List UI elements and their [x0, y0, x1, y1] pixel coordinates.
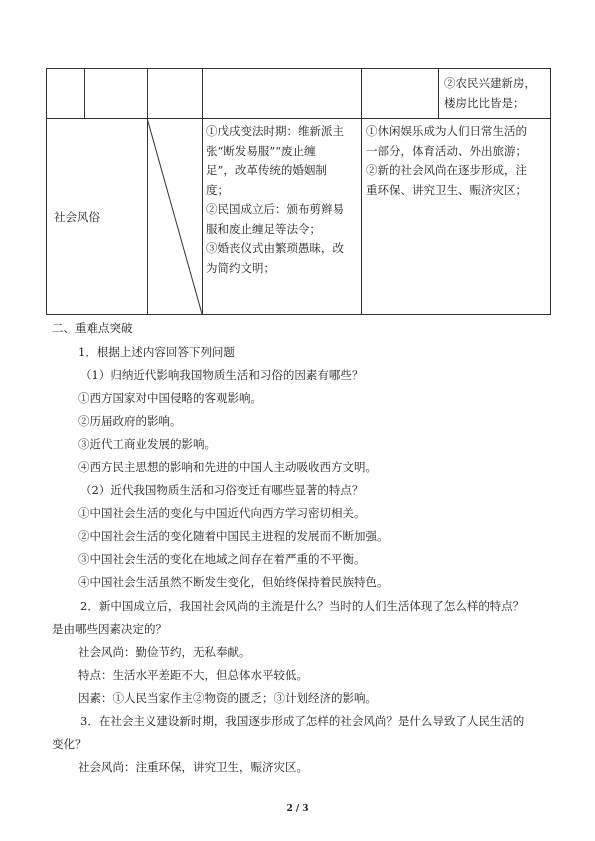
cell-line: 张“断发易服”“废止缠 [206, 143, 316, 158]
table-cell [444, 74, 548, 113]
answer-line: ①中国社会生活的变化与中国近代向西方学习密切相关。 [78, 506, 366, 520]
cell-line: ①戊戌变法时期：维新派主 [206, 124, 344, 138]
question-line: 2．新中国成立后，我国社会风尚的主流是什么？当时的人们生活体现了怎么样的特点？ [80, 599, 525, 613]
table-cell [366, 122, 548, 200]
cell-line: 足”，改革传统的婚姻制 [206, 163, 327, 177]
section-title: 二、重难点突破 [52, 321, 133, 335]
table-cell [206, 122, 358, 278]
question-line: 是由哪些因素决定的？ [52, 622, 167, 636]
answer-line: 社会风尚：注重环保，讲究卫生，赈济灾区。 [78, 760, 308, 774]
answer-line: ②历届政府的影响。 [78, 414, 182, 428]
page-number: 2 / 3 [286, 804, 309, 814]
answer-line: ②中国社会生活的变化随着中国民主进程的发展而不断加强。 [78, 529, 389, 543]
answer-line: ①西方国家对中国侵略的客观影响。 [78, 391, 262, 405]
answer-line: ③中国社会生活的变化在地域之间存在着严重的不平衡。 [78, 552, 366, 566]
answer-line: 因素：①人民当家作主②物资的匮乏；③计划经济的影响。 [78, 691, 377, 705]
question-line: （1）归纳近代影响我国物质生活和习俗的因素有哪些？ [80, 368, 364, 382]
cell-line: ②民国成立后：颁布剪辫易 [206, 202, 344, 216]
cell-line: ②新的社会风尚在逐步形成，注 [366, 163, 527, 177]
question-line: （2）近代我国物质生活和习俗变迁有哪些显著的特点？ [80, 483, 364, 497]
answer-line: 社会风尚：勤俭节约，无私奉献。 [78, 645, 251, 659]
row-label-social-customs: 社会风俗 [54, 210, 100, 224]
cell-line: 为简约文明； [206, 260, 275, 275]
cell-line: ③婚丧仪式由繁琐愚昧，改 [206, 241, 344, 255]
answer-line: ④中国社会生活虽然不断发生变化，但始终保持着民族特色。 [78, 575, 389, 589]
cell-line: ②农民兴建新房， [444, 76, 536, 90]
cell-line: 一部分，体育活动、外出旅游； [366, 143, 527, 158]
cell-line: 楼房比比皆是； [444, 95, 525, 110]
answer-line: ④西方民主思想的影响和先进的中国人主动吸收西方文明。 [78, 460, 377, 474]
cell-line: 度； [206, 182, 229, 197]
cell-line: ①休闲娱乐成为人们日常生活的 [366, 124, 527, 138]
cell-line: 重环保、讲究卫生、赈济灾区； [366, 182, 527, 197]
question-line: 3．在社会主义建设新时期，我国逐步形成了怎样的社会风尚？是什么导致了人民生活的 [80, 714, 525, 728]
cell-line: 服和废止缠足等法令； [206, 221, 321, 236]
answer-line: ③近代工商业发展的影响。 [78, 437, 216, 451]
comparison-table [46, 68, 551, 315]
question-line: 变化？ [52, 737, 87, 751]
question-line: 1．根据上述内容回答下列问题 [78, 345, 235, 359]
answer-line: 特点：生活水平差距不大，但总体水平较低。 [78, 668, 308, 682]
